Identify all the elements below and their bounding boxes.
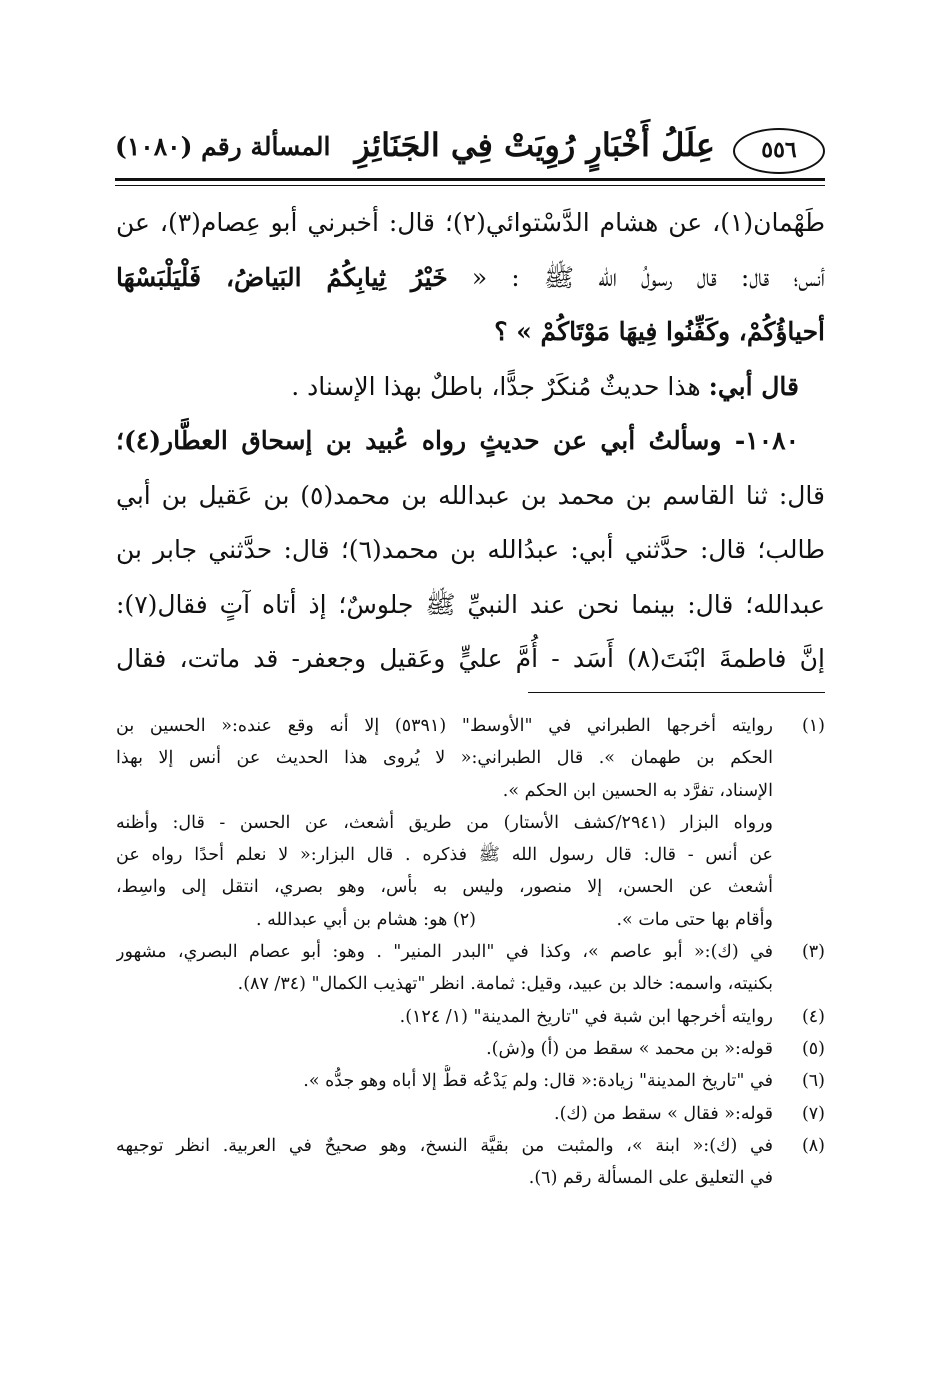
footnote-line: بكنيته، واسمه: خالد بن عبيد، وقيل: ثمامة. انظر "تهذيب الكمال" (٣٤/ ٨٧). [237, 974, 773, 995]
footnote-number: (١) [801, 716, 825, 736]
footnote-line: روايته أخرجها الطبراني في "الأوسط" (٥٣٩١) إلا أنه وقع عنده:« الحسين بن [116, 716, 773, 736]
footnote-line: في (ك):« أبو عاصم »، وكذا في "البدر المنير" . وهو: أبو عصام البصري، مشهور [116, 942, 773, 963]
issue-label: المسألة رقم (١٠٨٠) [115, 132, 331, 161]
footnote-line: في "تاريخ المدينة" زيادة:« قال: ولم يَدْعُه قطُّ إلا أباه وهو جدُّه ». [303, 1071, 773, 1092]
header-rule-thin [115, 185, 825, 186]
footnote-line [116, 904, 773, 936]
header-rule-thick [115, 178, 825, 181]
footnote-number: (٥) [801, 1038, 825, 1059]
main-line-4: قال أبي: هذا حديثٌ مُنكَرٌ جدًّا، باطلٌ بهذا الإسناد . [291, 371, 799, 401]
footnote-line: ورواه البزار (٢٩٤١/كشف الأستار) من طريق أشعث، عن الحسن - قال: وأظنه [116, 812, 773, 833]
footnote-line: عن أنس - قال: قال رسول الله ﷺ فذكره . قال البزار:« لا نعلم أحدًا رواه عن [116, 845, 773, 866]
footnote-6 [116, 1065, 825, 1097]
footnote-line: أشعث عن الحسن، إلا منصور، وليس به بأس، وهو بصري، انتقل إلى واسِط، [116, 877, 773, 898]
footnote-4 [116, 1001, 825, 1033]
footnotes [116, 710, 825, 1194]
main-line-2: أنس؛ قال: قال رسولُ الله ﷺ : « خَيْرُ ثِيابِكُمُ البَياضُ، فَلْيَلْبَسْهَا [116, 262, 825, 292]
footnote-number: (٣) [801, 942, 825, 963]
main-line-1: طَهْمان(١)، عن هشام الدَّسْتوائي(٢)؛ قال: أخبرني أبو عِصام(٣)، عن [116, 208, 825, 237]
footnote-line: الإسناد، تفرَّد به الحسين ابن الحكم ». [502, 780, 773, 801]
footnote-number: (٧) [801, 1103, 825, 1124]
issue-heading-line: ١٠٨٠- وسألتُ أبي عن حديثٍ رواه عُبيد بن إسحاق العطَّار(٤)؛ [116, 426, 799, 455]
footnote-line: قوله:« بن محمد » سقط من (أ) و(ش). [486, 1038, 773, 1059]
footnote-line: روايته أخرجها ابن شبة في "تاريخ المدينة" (١/ ١٢٤). [399, 1006, 773, 1027]
book-title: عِلَلُ أَخْبَارٍ رُوِيَتْ فِي الجَنَائِزِ [354, 126, 715, 164]
footnote-number: (٤) [801, 1006, 825, 1027]
footnote-1 [116, 710, 825, 936]
footnote-5 [116, 1033, 825, 1065]
running-header [115, 118, 825, 180]
page-number: ٥٥٦ [733, 128, 825, 174]
footnote-line: الحكم بن طهمان ». قال الطبراني:« لا يُروى هذا الحديث عن أنس إلا بهذا [116, 748, 773, 769]
footnote-number: (٨) [801, 1135, 825, 1156]
footnote-separator [528, 692, 825, 693]
main-text [116, 196, 825, 687]
footnote-number: (٦) [801, 1071, 825, 1092]
footnote-8 [116, 1130, 825, 1195]
main-line-3: أحياؤُكُمْ، وكَفِّنُوا فِيهَا مَوْتَاكُمْ » ؟ [494, 317, 825, 346]
footnote-line: في (ك):« ابنة »، والمثبت من بقيَّة النسخ، وهو صحيحٌ في العربية. انظر توجيهه [116, 1135, 773, 1156]
footnote-line: قوله:« فقال » سقط من (ك). [554, 1103, 773, 1124]
main-line-7: طالب؛ قال: حدَّثني أبي: عبدُالله بن محمد(٦)؛ قال: حدَّثني جابر بن [116, 535, 825, 564]
main-line-9: إنَّ فاطمةَ ابْنَتَ(٨) أَسَد - أُمَّ عليٍّ وعَقيل وجعفر- قد ماتت، فقال [116, 644, 825, 673]
footnote-7 [116, 1098, 825, 1130]
main-line-6: قال: ثنا القاسم بن محمد بن عبدالله بن محمد(٥) بن عَقيل بن أبي [116, 480, 825, 510]
footnote-3 [116, 936, 825, 1001]
footnote-line: في التعليق على المسألة رقم (٦). [528, 1168, 773, 1189]
footnote-line-text: وأقام بها حتى مات ». [616, 909, 773, 930]
main-line-8: عبدالله؛ قال: بينما نحن عند النبيِّ ﷺ جلوسٌ؛ إذ أتاه آتٍ فقال(٧): [116, 589, 825, 619]
footnote-2: (٢) هو: هشام بن أبي عبدالله . [256, 909, 476, 930]
